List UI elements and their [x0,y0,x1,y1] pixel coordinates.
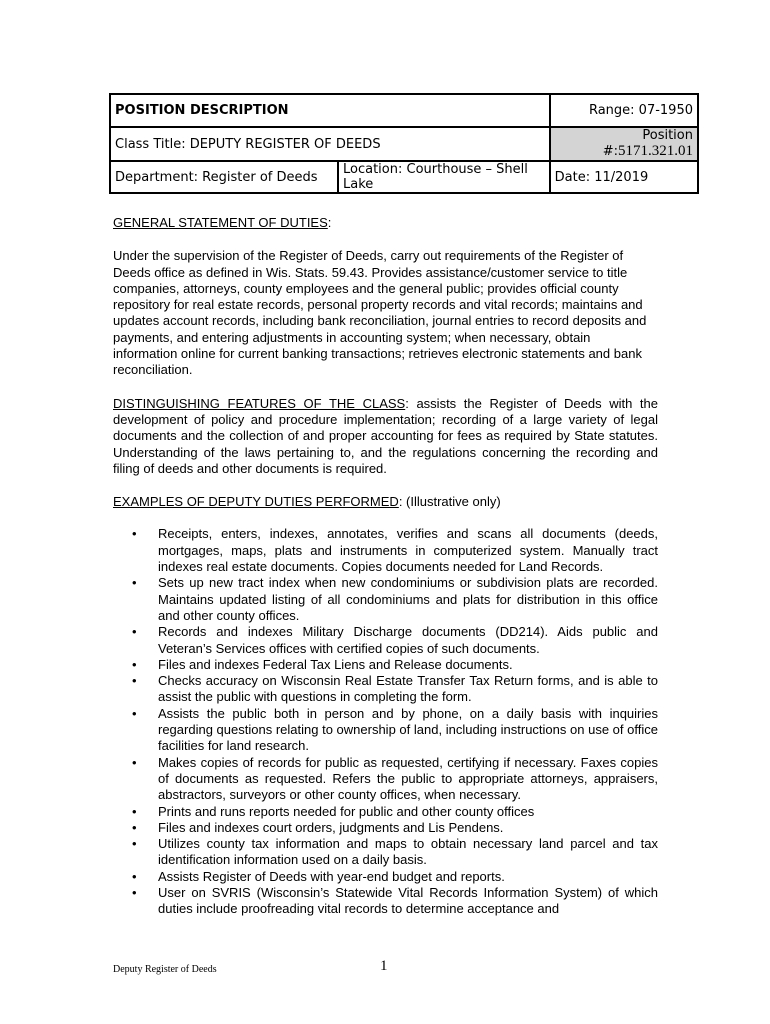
distinguishing-features-heading: DISTINGUISHING FEATURES OF THE CLASS [113,395,406,411]
list-item: • Receipts, enters, indexes, annotates, verifies and scans all documents (deeds, mortgages, maps, plats and instruments in computerized system. Manually tract indexes real estate documents. Copies documents needed for Land Records. [132,526,658,575]
position-number-value: 5171.321.01 [618,143,693,159]
location-cell: Location: Courthouse – Shell Lake [338,161,550,193]
position-description-title: POSITION DESCRIPTION [110,94,550,127]
bullet-icon: • [132,754,137,770]
position-number-label: Position #: [602,128,693,159]
bullet-icon: • [132,705,137,721]
class-title-cell: Class Title: DEPUTY REGISTER OF DEEDS [110,127,550,161]
examples-heading: EXAMPLES OF DEPUTY DUTIES PERFORMED [113,494,399,510]
department-cell: Department: Register of Deeds [110,161,338,193]
document-body [113,215,658,918]
distinguishing-features-body: : assists the Register of Deeds with the development of policy and procedure implementation; recording of a large variety of legal documents and the collection of and proper accounting for fees as required by State statutes. Understanding of the laws pertaining to, and the regulations concerning the recording and filing of deeds and other documents is required. [113,395,659,476]
list-item: • Assists the public both in person and by phone, on a daily basis with inquiries regarding questions relating to ownership of land, including instructions on use of office facilities for land research. [132,705,658,754]
distinguishing-features-paragraph [113,396,658,477]
list-item: • Assists Register of Deeds with year-end budget and reports. [132,868,505,884]
footer-document-name: Deputy Register of Deeds [113,964,217,975]
list-item: • Checks accuracy on Wisconsin Real Estate Transfer Tax Return forms, and is able to assist the public with questions in completing the form. [132,673,658,705]
bullet-icon: • [132,673,137,689]
list-item: • Files and indexes Federal Tax Liens and Release documents. [132,656,513,672]
bullet-icon: • [132,575,137,591]
bullet-icon: • [132,526,137,542]
bullet-icon: • [132,803,137,819]
examples-suffix: : (Illustrative only) [398,494,501,510]
list-item: • Records and indexes Military Discharge documents (DD214). Aids public and Veteran’s Services offices with certified copies of such documents. [132,624,658,656]
general-statement-colon: : [327,215,332,230]
bullet-icon: • [132,868,137,884]
position-number-cell [550,127,698,161]
date-cell: Date: 11/2019 [550,161,698,193]
list-item: • Makes copies of records for public as requested, certifying if necessary. Faxes copies of documents as requested. Refers the public to appropriate attorneys, appraisers, abstractors, surveyors or other county offices, when necessary. [132,754,658,803]
general-statement-heading-line [113,215,658,231]
list-item: • Utilizes county tax information and maps to obtain necessary land parcel and tax identification information used on a daily basis. [132,836,658,868]
bullet-icon: • [132,819,137,835]
list-item: • Files and indexes court orders, judgments and Lis Pendens. [132,819,504,835]
bullet-icon: • [132,624,137,640]
list-item: • Sets up new tract index when new condominiums or subdivision plats are recorded. Maintains updated listing of all condominiums and plats for distribution in this office and other county offices. [132,575,658,623]
general-statement-heading: GENERAL STATEMENT OF DUTIES [113,215,328,230]
bullet-icon: • [132,836,137,852]
examples-heading-line [113,494,658,510]
bullet-icon: • [132,656,137,672]
footer-page-number: 1 [380,958,388,974]
general-statement-body: Under the supervision of the Register of Deeds, carry out requirements of the Register of Deeds office as defined in Wis. Stats. 59.43. Provides assistance/customer service to title companies, attorneys, county employees and the general public; provides official county repository for real estate records, personal property records and vital records; maintains and updates account records, including bank reconciliation, journal entries to record deposits and payments, and entering adjustments in accounting system; when necessary, obtain information online for current banking transactions; retrieves electronic statements and bank reconciliation. [113,248,647,378]
range-cell: Range: 07-1950 [550,94,698,127]
bullet-icon: • [132,884,137,900]
list-item: • Prints and runs reports needed for public and other county offices [132,803,535,819]
duties-list [113,526,658,917]
list-item: • User on SVRIS (Wisconsin’s Statewide Vital Records Information System) of which duties include proofreading vital records to determine acceptance and [132,884,658,917]
position-header-table [109,93,699,194]
